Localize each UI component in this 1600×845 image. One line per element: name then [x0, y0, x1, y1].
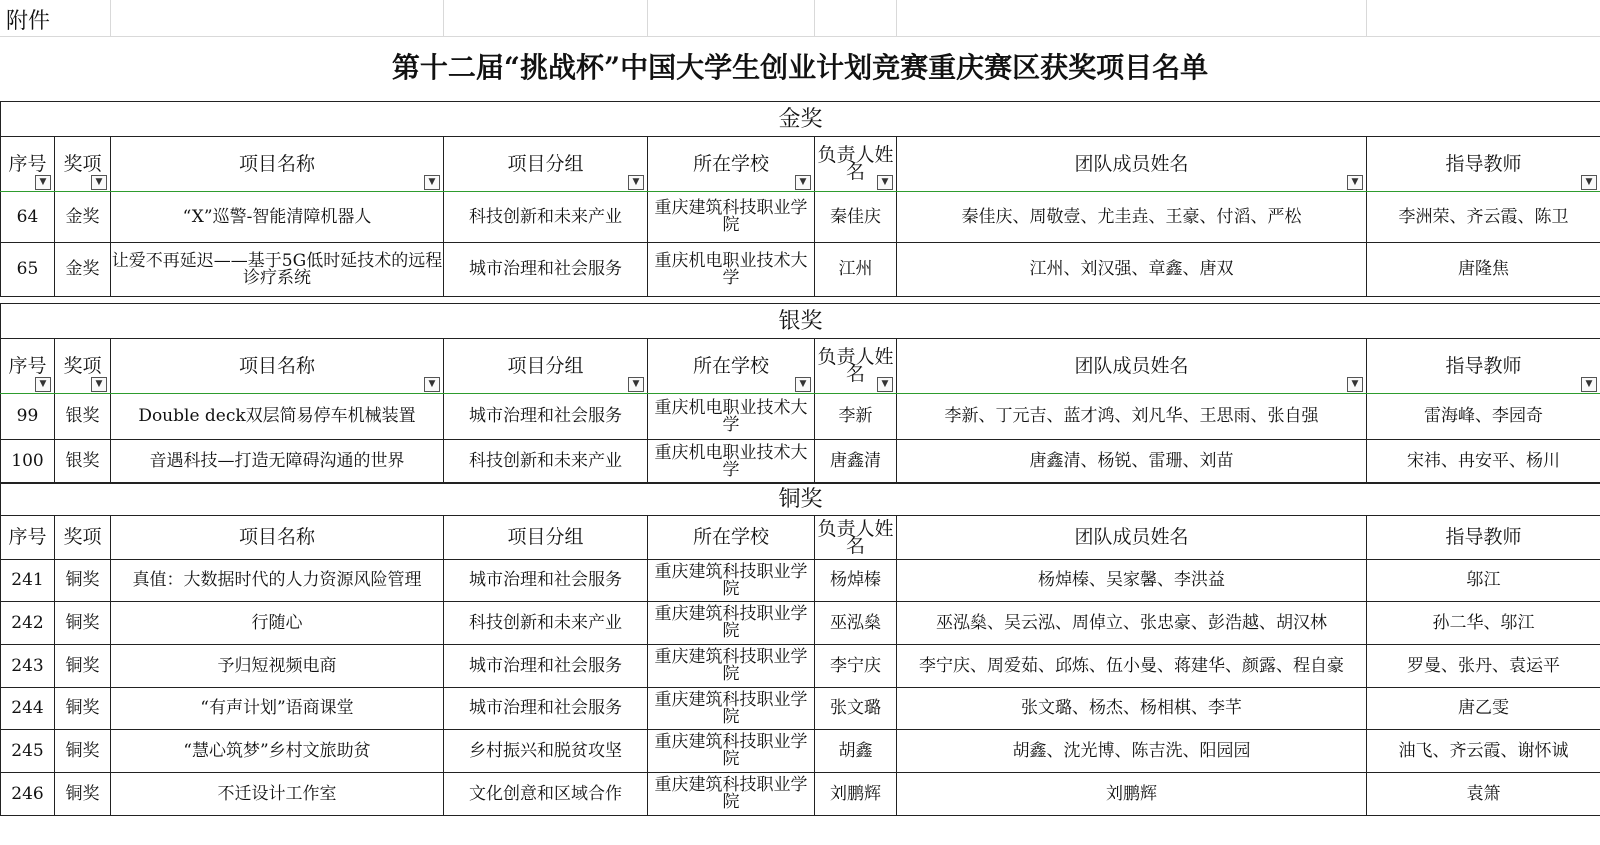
table-cell: 银奖 — [55, 394, 111, 440]
table-cell: 铜奖 — [55, 560, 111, 602]
table-cell: 铜奖 — [55, 688, 111, 730]
header-cell: 指导教师 — [1367, 516, 1600, 560]
table-row — [1, 602, 1600, 645]
table-row — [1, 243, 1600, 297]
gold-table — [0, 101, 1600, 297]
table-cell: 铜奖 — [55, 645, 111, 688]
table-cell: 重庆机电职业技术大学 — [648, 243, 815, 297]
table-cell: “有声计划”语商课堂 — [111, 688, 444, 730]
filter-dropdown-icon[interactable]: ▼ — [1581, 377, 1597, 392]
table-cell: 重庆建筑科技职业学院 — [648, 730, 815, 773]
filter-dropdown-icon[interactable]: ▼ — [877, 377, 893, 392]
table-cell: 秦佳庆、周敬壹、尤圭垚、王豪、付滔、严松 — [897, 192, 1367, 243]
header-cell: 项目名称 ▼ — [111, 339, 444, 394]
header-cell: 奖项 ▼ — [55, 339, 111, 394]
table-cell: 唐隆焦 — [1367, 243, 1600, 297]
table-cell: 铜奖 — [55, 773, 111, 816]
sheet-grid — [0, 0, 1600, 37]
table-cell: 重庆建筑科技职业学院 — [648, 773, 815, 816]
table-cell: 油飞、齐云霞、谢怀诚 — [1367, 730, 1600, 773]
filter-dropdown-icon[interactable]: ▼ — [424, 175, 440, 190]
filter-dropdown-icon[interactable]: ▼ — [35, 377, 51, 392]
table-cell: 金奖 — [55, 243, 111, 297]
table-cell: 城市治理和社会服务 — [444, 645, 648, 688]
table-cell: 音遇科技—打造无障碍沟通的世界 — [111, 440, 444, 484]
section-title: 银奖 — [1, 304, 1600, 339]
table-cell: 241 — [1, 560, 55, 602]
header-cell: 指导教师 ▼ — [1367, 137, 1600, 192]
table-row — [1, 440, 1600, 484]
table-cell: 重庆建筑科技职业学院 — [648, 688, 815, 730]
bronze-table — [0, 482, 1600, 816]
table-cell: 乡村振兴和脱贫攻坚 — [444, 730, 648, 773]
filter-dropdown-icon[interactable]: ▼ — [795, 175, 811, 190]
table-cell: 城市治理和社会服务 — [444, 394, 648, 440]
table-cell: 真值：大数据时代的人力资源风险管理 — [111, 560, 444, 602]
header-cell: 项目名称 ▼ — [111, 137, 444, 192]
page-title: 第十二届“挑战杯”中国大学生创业计划竞赛重庆赛区获奖项目名单 — [391, 51, 1209, 84]
table-cell: 胡鑫 — [815, 730, 897, 773]
table-cell: 城市治理和社会服务 — [444, 243, 648, 297]
table-cell: 金奖 — [55, 192, 111, 243]
table-cell: 重庆建筑科技职业学院 — [648, 192, 815, 243]
attachment-label: 附件 — [6, 9, 51, 34]
header-cell: 项目分组 ▼ — [444, 339, 648, 394]
table-cell: 245 — [1, 730, 55, 773]
table-cell: 100 — [1, 440, 55, 484]
header-cell: 序号 — [1, 516, 55, 560]
table-row — [1, 730, 1600, 773]
table-cell: 244 — [1, 688, 55, 730]
table-cell: 李新 — [815, 394, 897, 440]
filter-dropdown-icon[interactable]: ▼ — [795, 377, 811, 392]
table-cell: 文化创意和区域合作 — [444, 773, 648, 816]
table-cell: 李宁庆、周爱茹、邱炼、伍小曼、蒋建华、颜露、程自豪 — [897, 645, 1367, 688]
table-row — [1, 688, 1600, 730]
filter-dropdown-icon[interactable]: ▼ — [628, 175, 644, 190]
table-cell: 巫泓燊、吴云泓、周倬立、张忠豪、彭浩越、胡汉林 — [897, 602, 1367, 645]
table-cell: 243 — [1, 645, 55, 688]
table-cell: 不迁设计工作室 — [111, 773, 444, 816]
table-cell: 让爱不再延迟——基于5G低时延技术的远程诊疗系统 — [111, 243, 444, 297]
table-row — [1, 773, 1600, 816]
table-cell: 唐鑫清 — [815, 440, 897, 484]
table-cell: 重庆建筑科技职业学院 — [648, 560, 815, 602]
table-cell: 科技创新和未来产业 — [444, 192, 648, 243]
table-cell: 科技创新和未来产业 — [444, 440, 648, 484]
header-cell: 团队成员姓名 ▼ — [897, 339, 1367, 394]
filter-dropdown-icon[interactable]: ▼ — [877, 175, 893, 190]
table-cell: 铜奖 — [55, 602, 111, 645]
table-cell: 宋祎、冉安平、杨川 — [1367, 440, 1600, 484]
table-cell: 刘鹏辉 — [897, 773, 1367, 816]
header-cell: 序号 ▼ — [1, 137, 55, 192]
header-cell: 序号 ▼ — [1, 339, 55, 394]
header-cell: 项目分组 — [444, 516, 648, 560]
silver-table — [0, 303, 1600, 484]
table-row — [1, 645, 1600, 688]
table-cell: 铜奖 — [55, 730, 111, 773]
table-row — [1, 192, 1600, 243]
table-cell: 99 — [1, 394, 55, 440]
table-cell: 李洲荣、齐云霞、陈卫 — [1367, 192, 1600, 243]
table-cell: 李宁庆 — [815, 645, 897, 688]
table-cell: Double deck双层简易停车机械装置 — [111, 394, 444, 440]
table-cell: 246 — [1, 773, 55, 816]
table-cell: 予归短视频电商 — [111, 645, 444, 688]
header-cell: 项目分组 ▼ — [444, 137, 648, 192]
table-cell: “慧心筑梦”乡村文旅助贫 — [111, 730, 444, 773]
table-cell: 江州 — [815, 243, 897, 297]
table-cell: 杨焯榛、吴家馨、李洪益 — [897, 560, 1367, 602]
header-cell: 负责人姓名 ▼ — [815, 339, 897, 394]
section-title: 铜奖 — [1, 483, 1600, 516]
filter-dropdown-icon[interactable]: ▼ — [91, 175, 107, 190]
header-cell: 指导教师 ▼ — [1367, 339, 1600, 394]
header-cell: 团队成员姓名 ▼ — [897, 137, 1367, 192]
table-cell: 雷海峰、李园奇 — [1367, 394, 1600, 440]
header-cell: 所在学校 ▼ — [648, 339, 815, 394]
table-cell: 唐鑫清、杨锐、雷珊、刘苗 — [897, 440, 1367, 484]
table-cell: 罗曼、张丹、袁运平 — [1367, 645, 1600, 688]
table-cell: 重庆机电职业技术大学 — [648, 394, 815, 440]
table-cell: 重庆建筑科技职业学院 — [648, 602, 815, 645]
table-cell: 唐乙雯 — [1367, 688, 1600, 730]
table-cell: 242 — [1, 602, 55, 645]
table-cell: 张文璐 — [815, 688, 897, 730]
filter-dropdown-icon[interactable]: ▼ — [35, 175, 51, 190]
table-cell: 江州、刘汉强、章鑫、唐双 — [897, 243, 1367, 297]
table-cell: 李新、丁元吉、蓝才鸿、刘凡华、王思雨、张自强 — [897, 394, 1367, 440]
table-cell: 65 — [1, 243, 55, 297]
table-cell: 杨焯榛 — [815, 560, 897, 602]
section-title: 金奖 — [1, 102, 1600, 137]
table-cell: 张文璐、杨杰、杨相棋、李芊 — [897, 688, 1367, 730]
table-cell: 64 — [1, 192, 55, 243]
table-row — [1, 560, 1600, 602]
table-cell: 胡鑫、沈光博、陈吉洗、阳园园 — [897, 730, 1367, 773]
filter-dropdown-icon[interactable]: ▼ — [628, 377, 644, 392]
table-cell: “X”巡警-智能清障机器人 — [111, 192, 444, 243]
filter-dropdown-icon[interactable]: ▼ — [424, 377, 440, 392]
header-cell: 负责人姓名 — [815, 516, 897, 560]
table-cell: 城市治理和社会服务 — [444, 560, 648, 602]
table-cell: 孙二华、邬江 — [1367, 602, 1600, 645]
table-cell: 银奖 — [55, 440, 111, 484]
table-cell: 秦佳庆 — [815, 192, 897, 243]
table-cell: 重庆机电职业技术大学 — [648, 440, 815, 484]
filter-dropdown-icon[interactable]: ▼ — [1581, 175, 1597, 190]
table-cell: 刘鹏辉 — [815, 773, 897, 816]
header-cell: 所在学校 ▼ — [648, 137, 815, 192]
header-cell: 所在学校 — [648, 516, 815, 560]
header-cell: 奖项 — [55, 516, 111, 560]
filter-dropdown-icon[interactable]: ▼ — [91, 377, 107, 392]
table-cell: 巫泓燊 — [815, 602, 897, 645]
table-cell: 行随心 — [111, 602, 444, 645]
header-cell: 团队成员姓名 — [897, 516, 1367, 560]
table-row — [1, 394, 1600, 440]
header-cell: 奖项 ▼ — [55, 137, 111, 192]
table-cell: 科技创新和未来产业 — [444, 602, 648, 645]
table-cell: 重庆建筑科技职业学院 — [648, 645, 815, 688]
table-cell: 袁箫 — [1367, 773, 1600, 816]
filter-dropdown-icon[interactable]: ▼ — [1347, 377, 1363, 392]
filter-dropdown-icon[interactable]: ▼ — [1347, 175, 1363, 190]
table-cell: 城市治理和社会服务 — [444, 688, 648, 730]
header-cell: 项目名称 — [111, 516, 444, 560]
header-cell: 负责人姓名 ▼ — [815, 137, 897, 192]
table-cell: 邬江 — [1367, 560, 1600, 602]
